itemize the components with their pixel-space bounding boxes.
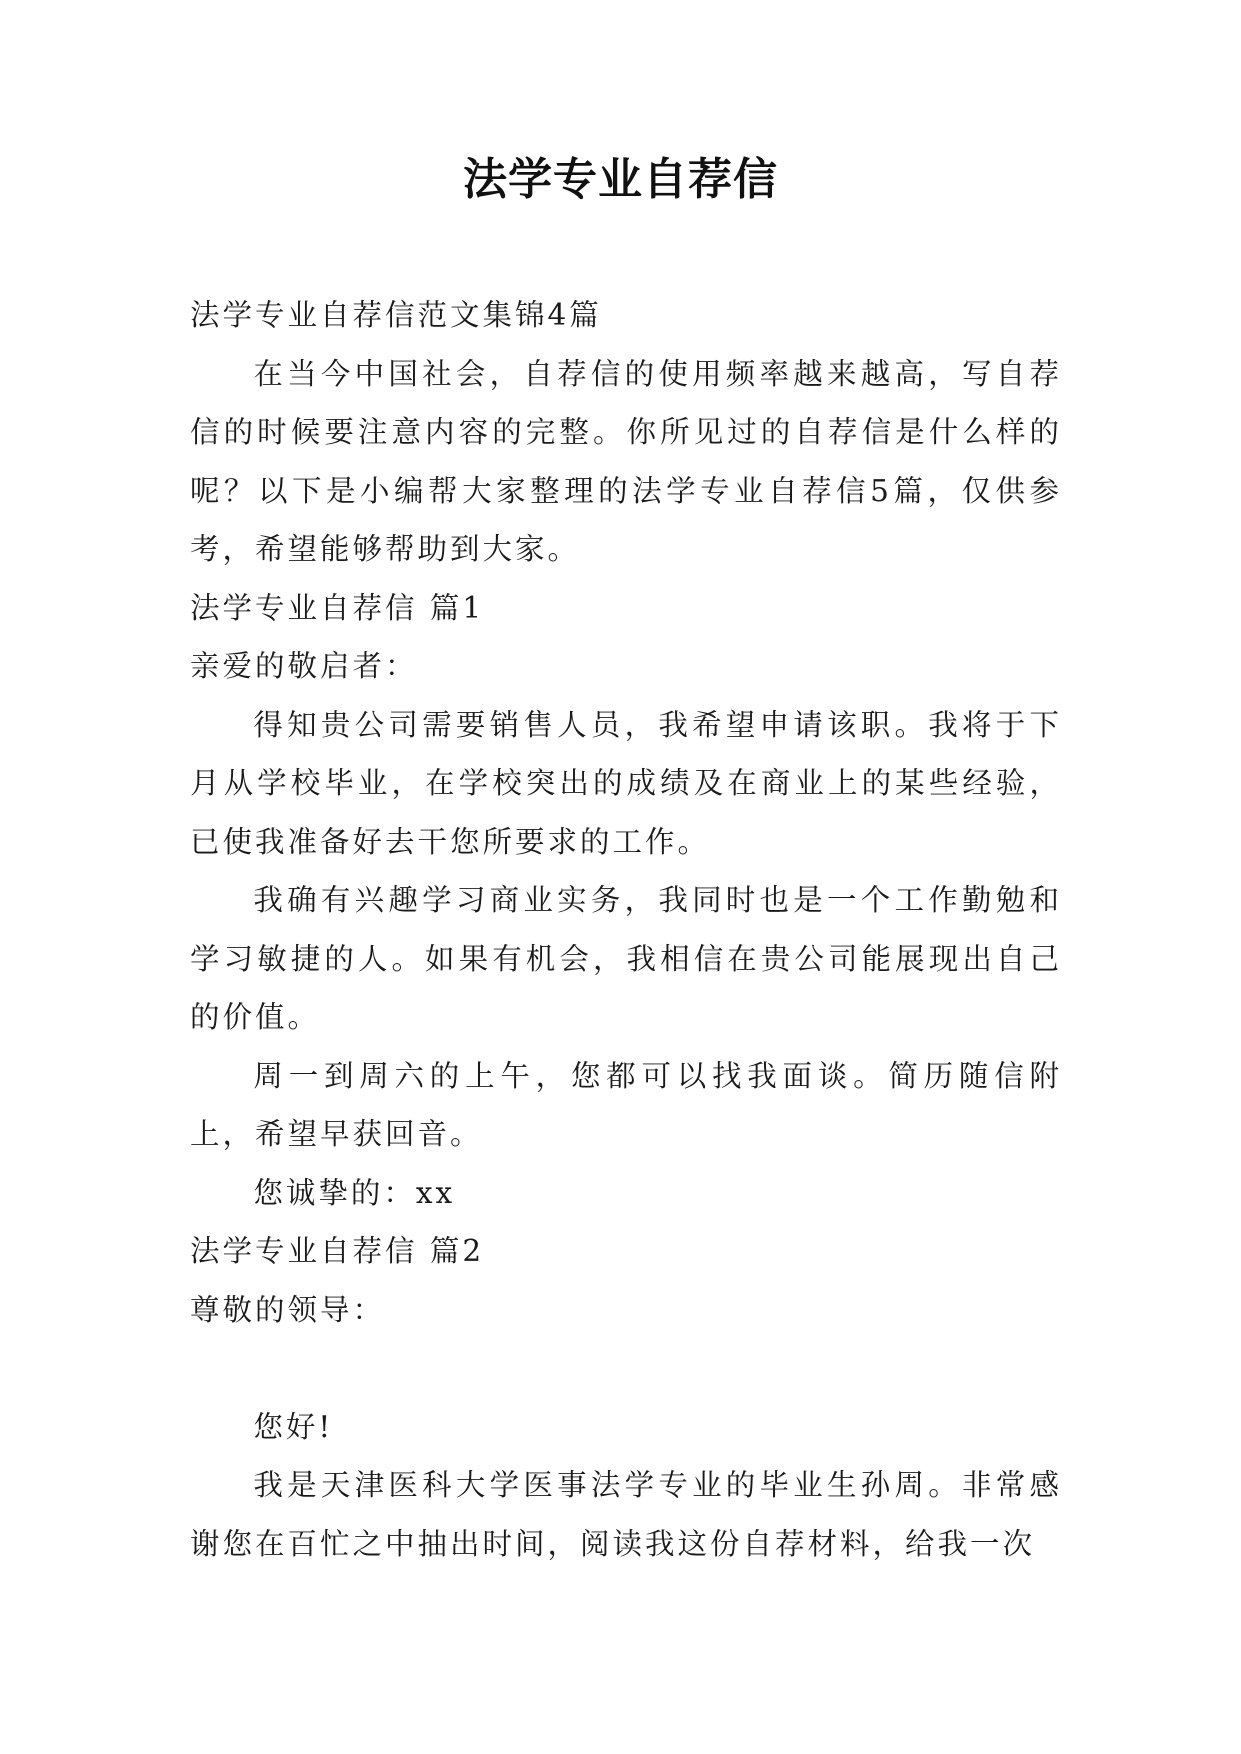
intro-paragraph: 在当今中国社会，自荐信的使用频率越来越高，写自荐信的时候要注意内容的完整。你所见过的自荐信是什么样的呢？以下是小编帮大家整理的法学专业自荐信5篇，仅供参考，希望能够帮助到大家。 — [190, 356, 1062, 566]
salutation-1: 亲爱的敬启者： — [190, 649, 418, 683]
letter1-paragraph-2: 我确有兴趣学习商业实务，我同时也是一个工作勤勉和学习敏捷的人。如果有机会，我相信在贵公司能展现出自己的价值。 — [190, 883, 1062, 1034]
subtitle-line: 法学专业自荐信范文集锦4篇 — [190, 298, 602, 332]
section-heading-1: 法学专业自荐信 篇1 — [190, 590, 485, 625]
letter1-signature: 您诚挚的：xx — [253, 1175, 456, 1210]
letter1-paragraph-1: 得知贵公司需要销售人员，我希望申请该职。我将于下月从学校毕业，在学校突出的成绩及在商业上的某些经验，已使我准备好去干您所要求的工作。 — [190, 707, 1062, 859]
letter1-paragraph-3: 周一到周六的上午，您都可以找我面谈。简历随信附上，希望早获回音。 — [190, 1058, 1062, 1151]
document-title: 法学专业自荐信 — [463, 154, 778, 205]
salutation-2: 尊敬的领导： — [190, 1292, 386, 1327]
document-body — [190, 286, 1062, 1573]
letter2-paragraph-1: 我是天津医科大学医事法学专业的毕业生孙周。非常感谢您在百忙之中抽出时间，阅读我这份自荐材料，给我一次 — [190, 1468, 1062, 1561]
greeting-2: 您好! — [253, 1409, 334, 1444]
section-heading-2: 法学专业自荐信 篇2 — [190, 1234, 485, 1268]
blank-line — [190, 1339, 1062, 1398]
